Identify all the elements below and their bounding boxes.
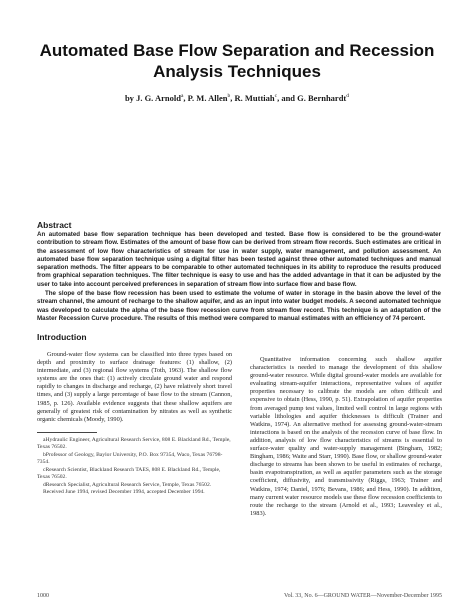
left-column [37,332,232,497]
title-line-2: Analysis Techniques [153,62,321,81]
abstract-heading: Abstract [37,220,72,230]
intro-paragraph-right: Quantitative information concerning such shallow aquifer characteristics is needed to manage the development of this shallow ground-water resource. While digital ground-water models are available for evaluating stream-aquifer interactions, representative values of aquifer properties necessary to calibrate the models are often difficult and expensive to obtain (Hess, 1990, p. 51). Extrapolation of aquifer properties from averaged pump test values, limited well control in large regions with variable lithologies and aquifer thicknesses is difficult (Trainer and Watkins, 1974). An alternative method for assessing ground-water-stream interactions is based on the analysis of the recession curve of base flow. In addition, analysis of low flow characteristics of streams is essential to surface-water quality and water-supply management (Bingham, 1982; Bingham, 1986; Waite and Starr, 1990). Base flow, or shallow ground-water discharge to streams has been shown to be useful in estimates of recharge, basin evapotranspiration, as well as aquifer parameters such as the storage coefficient, diffusivity, and transmissivity (Riggs, 1963; Trainer and Watkins, 1974; Daniel, 1976; Bevans, 1986; and Hess, 1990). In addition, many current water resource models use these flow recession coefficients to route the recharge to the stream (Arnold et al., 1993; Leavesley et al., 1983). [250,356,442,517]
intro-paragraph-left: Ground-water flow systems can be classified into three types based on depth and proximity to surface drainage features: (1) shallow, (2) intermediate, and (3) regional flow systems (Toth, 1963). The shallow flow systems are the ones that: (1) actively circulate ground water and respond rapidly to changes in discharge and recharge, (2) have relatively short travel times, and (3) supply a large percentage of base flow to the stream (Cannon, 1985, p. 126). Available evidence suggests that these shallow aquifers are generally of greatest risk of contamination by nitrates as well as synthetic organic chemicals (Moody, 1990). [37,351,232,423]
author-mark: b [227,93,231,99]
abstract-paragraph: An automated base flow separation technique has been developed and tested. Base flow is considered to be the ground-water contribution to stream flow. Estimates of the amount of base flow can be derived from stream flow records. Such estimates are critical in the assessment of low flow characteristics of stream for use in water supply, water management, and pollution assessment. An automated base flow separation technique using a digital filter has been tested against three other automated techniques and manual separation methods. The filter appears to be comparable to other automated techniques in its ability to reproduce the results produced from graphical separation techniques. The filter technique is easy to use and has the added advantage in that it can be adjusted by the user to take into account perceived preferences in separation of stream flow into surface flow and base flow. [37,231,441,288]
footnote: bProfessor of Geology, Baylor University, P.O. Box 97354, Waco, Texas 76798-7354. [37,451,223,465]
abstract-paragraph: The slope of the base flow recession has been used to estimate the volume of water in storage in the basin above the level of the stream channel, the amount of recharge to the shallow aquifer, and as an input into water budget models. A second automated technique was developed to calculate the alpha of the base flow recession curve from stream flow record. This technique is an adaptation of the Master Recession Curve procedure. The results of this method were compared to manual estimates with an efficiency of 74 percent. [37,290,441,322]
footnote: cResearch Scientist, Blackland Research TAES, 808 E. Blackland Rd., Temple, Texas 76502. [37,466,221,480]
author-name: P. M. Allen [187,92,228,103]
author-mark: a [180,93,184,99]
right-column [250,356,442,518]
page-number: 1000 [37,593,49,599]
author-separator: , [230,92,235,103]
footnote: Received June 1994, revised December 1994, accepted December 1994. [43,489,205,496]
author-prefix: by [124,92,137,103]
paper-title [20,40,454,82]
footnote: aHydraulic Engineer, Agricultural Research Service, 808 E. Blackland Rd., Temple, Texas 76502. [37,436,231,451]
footnotes [37,437,232,497]
footnote-divider [37,432,97,433]
author-name: R. Muttiah [234,92,275,103]
author-mark: d [346,93,350,99]
author-separator: , [183,92,188,103]
author-name: G. Bernhardt [297,92,347,103]
author-list [20,90,454,104]
footnote: dResearch Specialist, Agricultural Research Service, Temple, Texas 76502. [43,481,212,488]
author-mark: c [274,93,278,99]
author-name: J. G. Arnold [136,92,181,103]
introduction-heading: Introduction [37,332,87,342]
journal-footer: Vol. 33, No. 6—GROUND WATER—November-December 1995 [284,593,442,599]
abstract-body [37,231,441,324]
author-separator: , and [277,92,298,103]
title-line-1: Automated Base Flow Separation and Recession [39,41,435,60]
